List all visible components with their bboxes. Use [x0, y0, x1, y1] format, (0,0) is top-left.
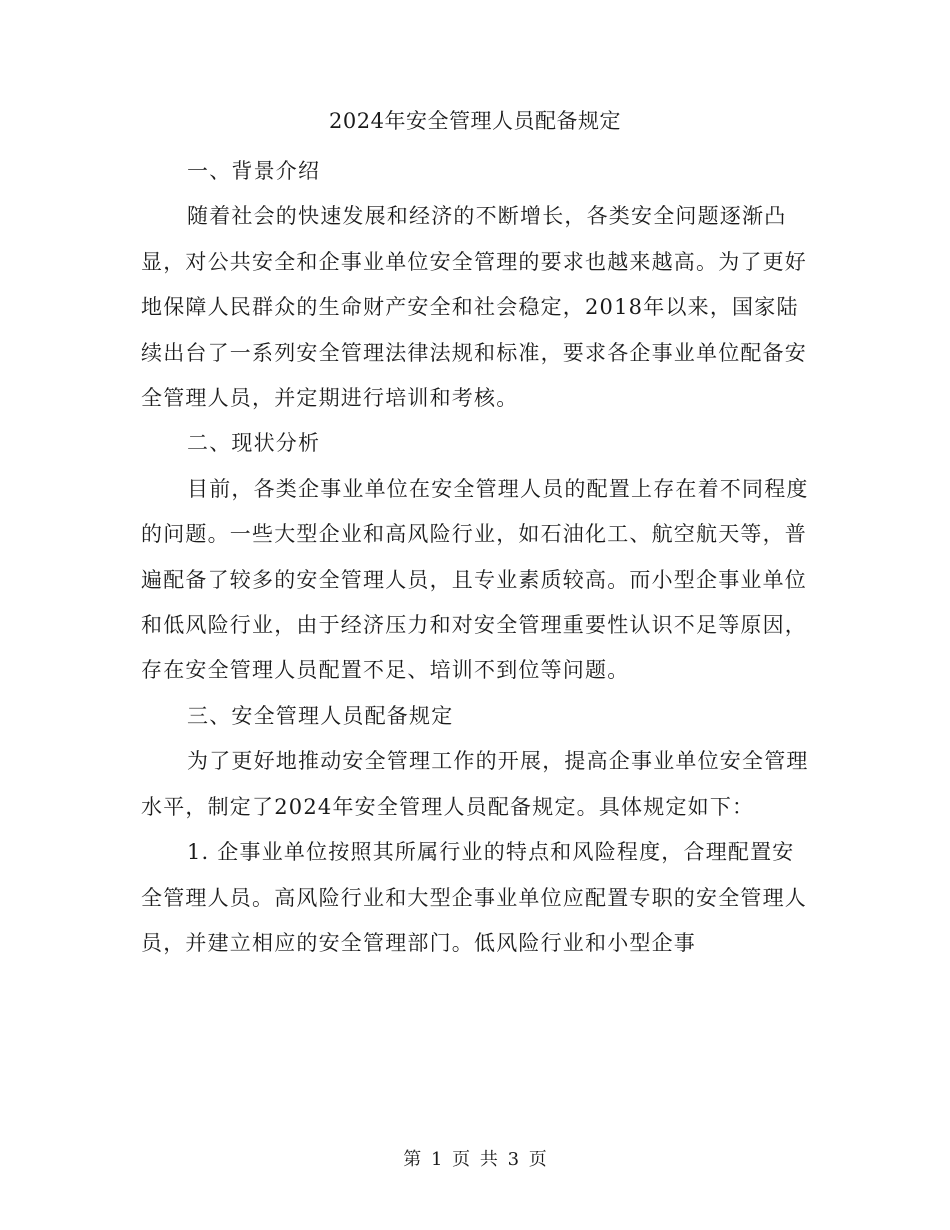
section-heading-regulations: 三、安全管理人员配备规定: [187, 703, 454, 728]
document-title: 2024年安全管理人员配备规定: [329, 109, 621, 133]
section-heading-background: 一、背景介绍: [187, 159, 321, 183]
page-footer: 第 1 页 共 3 页: [403, 1149, 547, 1170]
paragraph-status: 目前，各类企事业单位在安全管理人员的配置上存在着不同程度的问题。一些大型企业和高风险行业，如石油化工、航空航天等，普遍配备了较多的安全管理人员，且专业素质较高。而小型企事业单位和低风险行业，由于经济压力和对安全管理重要性认识不足等原因，存在安全管理人员配置不足、培训不到位等问题。: [141, 476, 809, 683]
document-body: [141, 149, 811, 966]
paragraph-regulation-item-1: 1. 企事业单位按照其所属行业的特点和风险程度，合理配置安全管理人员。高风险行业和大型企事业单位应配置专职的安全管理人员，并建立相应的安全管理部门。低风险行业和小型企事: [141, 840, 807, 955]
paragraph-regulations-intro: 为了更好地推动安全管理工作的开展，提高企事业单位安全管理水平，制定了2024年安全管理人员配备规定。具体规定如下：: [141, 749, 809, 819]
paragraph-background: 随着社会的快速发展和经济的不断增长，各类安全问题逐渐凸显，对公共安全和企事业单位安全管理的要求也越来越高。为了更好地保障人民群众的生命财产安全和社会稳定，2018年以来，国家陆续出台了一系列安全管理法律法规和标准，要求各企事业单位配备安全管理人员，并定期进行培训和考核。: [141, 204, 807, 411]
section-heading-status: 二、现状分析: [187, 431, 321, 456]
